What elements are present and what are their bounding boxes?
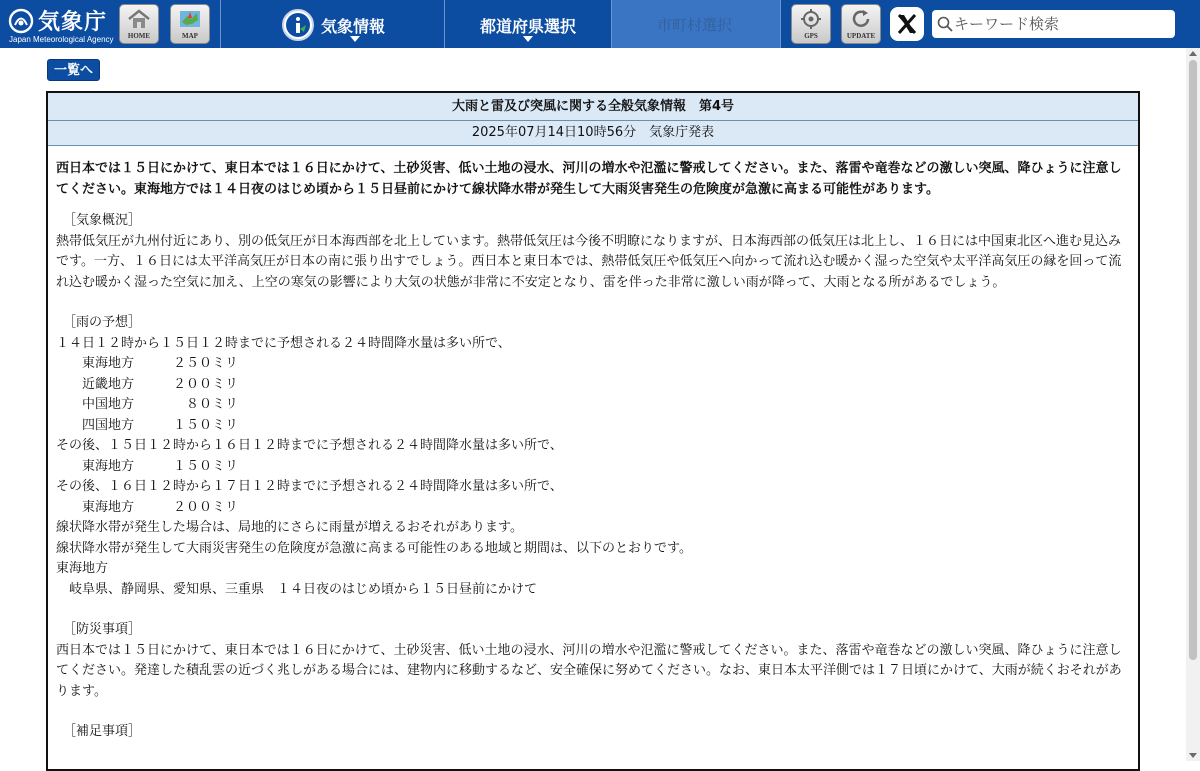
nav-weather-label: 気象情報	[321, 17, 386, 36]
x-share-button[interactable]	[890, 7, 924, 41]
spacer	[56, 293, 1130, 313]
home-button[interactable]	[119, 4, 159, 44]
report-issued: 2025年07月14日10時56分 気象庁発表	[48, 121, 1138, 146]
rain-line: その後、１６日１２時から１７日１２時までに予想される２４時間降水量は多い所で、	[56, 479, 563, 494]
nav-prefecture-label: 都道府県選択	[480, 17, 577, 36]
rain-line: 中国地方 ８０ミリ	[56, 397, 239, 412]
nav-prefecture-select[interactable]	[445, 0, 611, 48]
keyword-search[interactable]	[932, 10, 1175, 38]
rain-line: 東海地方 ２５０ミリ	[56, 356, 239, 371]
nav-weather-info[interactable]	[221, 0, 444, 48]
report-panel	[46, 91, 1140, 771]
gps-button-label: GPS	[804, 32, 818, 40]
scroll-thumb[interactable]	[1189, 60, 1197, 660]
scroll-down-arrow-icon[interactable]	[1189, 753, 1197, 758]
rain-line: 四国地方 １５０ミリ	[56, 417, 239, 433]
rain-line: 東海地方	[56, 561, 109, 576]
update-button[interactable]	[841, 4, 881, 44]
map-button-label: MAP	[182, 32, 198, 40]
logo-text: 気象庁	[38, 10, 108, 35]
jma-logo[interactable]	[6, 4, 114, 44]
rain-line: その後、１５日１２時から１６日１２時までに予想される２４時間降水量は多い所で、	[56, 438, 563, 453]
search-input[interactable]	[954, 13, 1169, 35]
refresh-icon	[848, 8, 874, 30]
rain-line: 線状降水帯が発生した場合は、局地的にさらに雨量が増えるおそれがあります。	[56, 520, 523, 535]
rain-line: 線状降水帯が発生して大雨災害発生の危険度が急激に高まる可能性のある地域と期間は、以下のとおりです。	[56, 540, 692, 556]
house-icon	[126, 8, 152, 30]
site-header	[0, 0, 1200, 48]
overview-text: 熱帯低気圧が九州付近にあり、別の低気圧が日本海西部を北上しています。熱帯低気圧は今後不明瞭になりますが、日本海西部の低気圧は北上し、１６日には中国東北区へ進む見込みです。一方、１６日には太平洋高気圧が日本の南に張り出すでしょう。西日本と東日本では、熱帯低気圧や低気圧へ向かって流れ込む暖かく湿った空気や太平洋高気圧の縁を回って流れ込む暖かく湿った空気に加え、上空の寒気の影響により大気の状態が非常に不安定となり、雷を伴った非常に激しい雨が降って、大雨となる所があるでしょう。	[56, 233, 1122, 290]
supplement-heading: ［補足事項］	[63, 724, 142, 739]
rain-line: 近畿地方 ２００ミリ	[56, 376, 239, 392]
back-to-list-button[interactable]: 一覧へ	[47, 59, 100, 81]
nav-city-select	[612, 0, 780, 48]
spacer	[56, 702, 1130, 722]
logo-subtitle: Japan Meteorological Agency	[9, 35, 114, 44]
rain-line: 東海地方 ２００ミリ	[56, 499, 239, 515]
gps-button[interactable]	[791, 4, 831, 44]
map-icon	[177, 8, 203, 30]
rain-heading: ［雨の予想］	[63, 315, 142, 330]
prevention-text: 西日本では１５日にかけて、東日本では１６日にかけて、土砂災害、低い土地の浸水、河川の増水や氾濫に警戒してください。また、落雷や竜巻などの激しい突風、降ひょうに注意してください。発達した積乱雲の近づく兆しがある場合には、建物内に移動するなど、安全確保に努めてください。なお、東日本太平洋側では１７日頃にかけて、大雨が続くおそれがあります。	[56, 642, 1122, 699]
chevron-down-icon	[523, 36, 533, 42]
chevron-down-icon	[350, 36, 360, 42]
scroll-up-arrow-icon[interactable]	[1189, 51, 1197, 56]
search-icon	[937, 16, 953, 32]
prevention-heading: ［防災事項］	[63, 622, 142, 637]
report-title: 大雨と雷及び突風に関する全般気象情報 第4号	[48, 93, 1138, 121]
info-i-icon	[282, 9, 314, 41]
nav-city-label: 市町村選択	[657, 16, 733, 34]
overview-heading: ［気象概況］	[63, 213, 142, 228]
spacer	[56, 600, 1130, 620]
nav-divider	[780, 0, 781, 48]
rain-line: １４日１２時から１５日１２時までに予想される２４時間降水量は多い所で、	[56, 335, 511, 351]
gps-crosshair-icon	[798, 8, 824, 30]
jma-logo-mark-icon	[8, 8, 34, 34]
rain-line: 東海地方 １５０ミリ	[56, 458, 239, 474]
map-button[interactable]	[170, 4, 210, 44]
page-scrollbar[interactable]	[1186, 48, 1200, 761]
rain-line: 岐阜県、静岡県、愛知県、三重県 １４日夜のはじめ頃から１５日昼前にかけて	[56, 581, 538, 597]
home-button-label: HOME	[127, 32, 151, 40]
report-body	[48, 146, 1138, 743]
report-headline: 西日本では１５日にかけて、東日本では１６日にかけて、土砂災害、低い土地の浸水、河川の増水や氾濫に警戒してください。また、落雷や竜巻などの激しい突風、降ひょうに注意してください。東海地方では１４日夜のはじめ頃から１５日昼前にかけて線状降水帯が発生して大雨災害発生の危険度が急激に高まる可能性があります。	[56, 161, 1122, 197]
update-button-label: UPDATE	[846, 32, 876, 40]
x-logo-icon	[890, 7, 924, 41]
